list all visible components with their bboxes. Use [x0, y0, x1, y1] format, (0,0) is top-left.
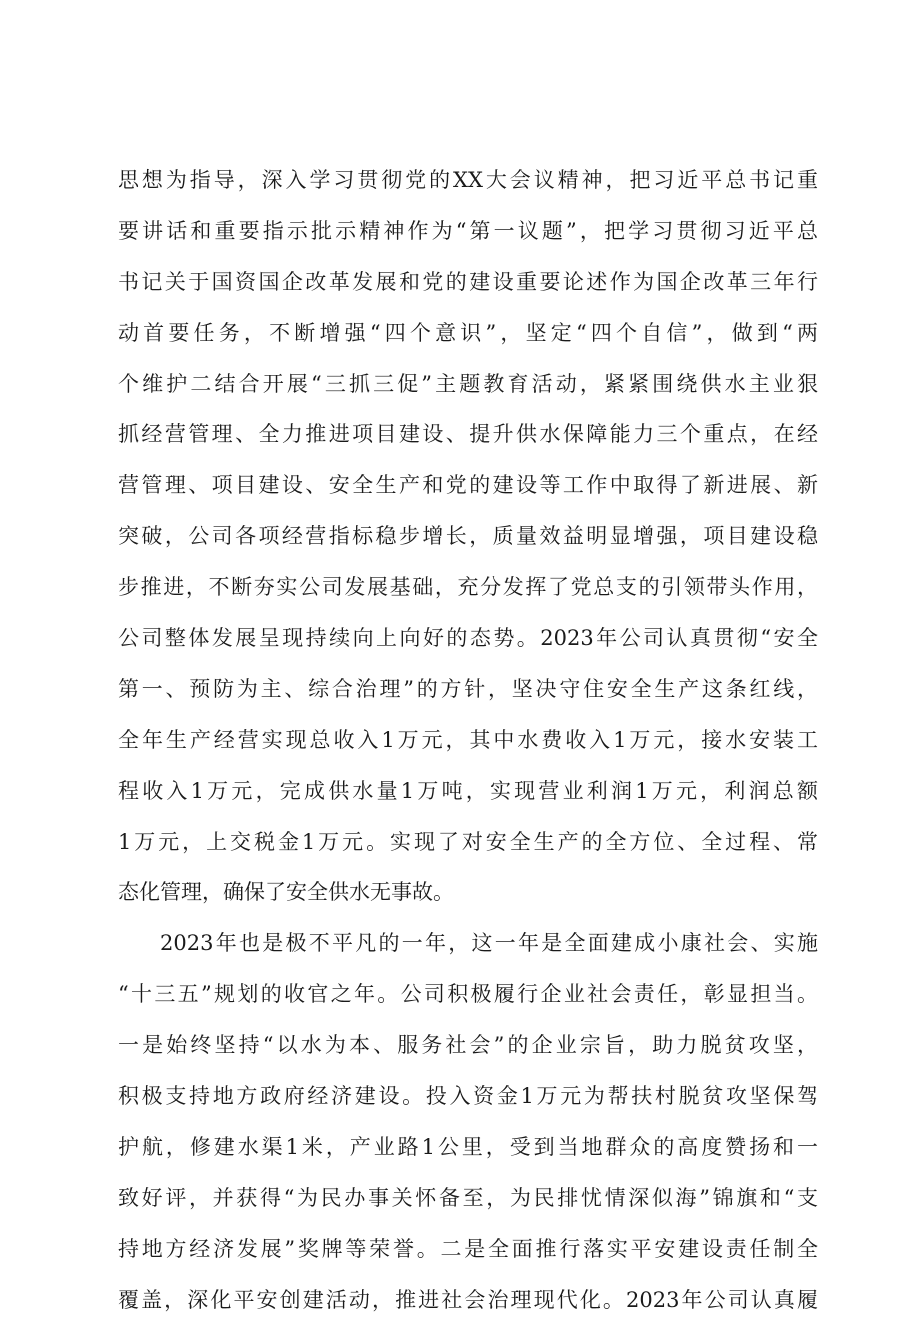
text-line: 覆盖，深化平安创建活动，推进社会治理现代化。2023年公司认真履 — [118, 1287, 818, 1312]
text-line: 程收入1万元，完成供水量1万吨，实现营业利润1万元，利润总额 — [118, 778, 818, 803]
text-line: 致好评，并获得“为民办事关怀备至，为民排忧情深似海”锦旗和“支 — [118, 1185, 818, 1210]
text-line: 公司整体发展呈现持续向上向好的态势。2023年公司认真贯彻“安全 — [118, 626, 818, 651]
text-line: 抓经营管理、全力推进项目建设、提升供水保障能力三个重点，在经 — [118, 422, 818, 447]
text-line: 要讲话和重要指示批示精神作为“第一议题”，把学习贯彻习近平总 — [118, 218, 818, 243]
text-line: 动首要任务，不断增强“四个意识”，坚定“四个自信”，做到“两 — [118, 320, 818, 345]
text-line: 全年生产经营实现总收入1万元，其中水费收入1万元，接水安装工 — [118, 727, 818, 752]
text-line: 第一、预防为主、综合治理”的方针，坚决守住安全生产这条红线， — [118, 676, 818, 701]
document-body — [118, 155, 818, 1325]
paragraph-2 — [118, 918, 818, 1325]
text-line: 积极支持地方政府经济建设。投入资金1万元为帮扶村脱贫攻坚保驾 — [118, 1084, 818, 1109]
text-line: 个维护二结合开展“三抓三促”主题教育活动，紧紧围绕供水主业狠 — [118, 371, 818, 396]
text-line: 一是始终坚持“以水为本、服务社会”的企业宗旨，助力脱贫攻坚， — [118, 1033, 818, 1058]
paragraph-1 — [118, 155, 818, 918]
text-line: 书记关于国资国企改革发展和党的建设重要论述作为国企改革三年行 — [118, 269, 818, 294]
text-line: 持地方经济发展”奖牌等荣誉。二是全面推行落实平安建设责任制全 — [118, 1236, 818, 1261]
text-line: 护航，修建水渠1米，产业路1公里，受到当地群众的高度赞扬和一 — [118, 1134, 818, 1159]
text-line: “十三五”规划的收官之年。公司积极履行企业社会责任，彰显担当。 — [118, 982, 818, 1007]
text-line: 突破，公司各项经营指标稳步增长，质量效益明显增强，项目建设稳 — [118, 524, 818, 549]
text-line: 1万元，上交税金1万元。实现了对安全生产的全方位、全过程、常 — [118, 829, 818, 854]
text-line: 步推进，不断夯实公司发展基础，充分发挥了党总支的引领带头作用， — [118, 575, 818, 600]
text-line: 营管理、项目建设、安全生产和党的建设等工作中取得了新进展、新 — [118, 473, 818, 498]
text-line: 思想为指导，深入学习贯彻党的XX大会议精神，把习近平总书记重 — [118, 168, 818, 192]
text-line: 2023年也是极不平凡的一年，这一年是全面建成小康社会、实施 — [160, 931, 818, 956]
text-line: 态化管理，确保了安全供水无事故。 — [118, 880, 454, 905]
